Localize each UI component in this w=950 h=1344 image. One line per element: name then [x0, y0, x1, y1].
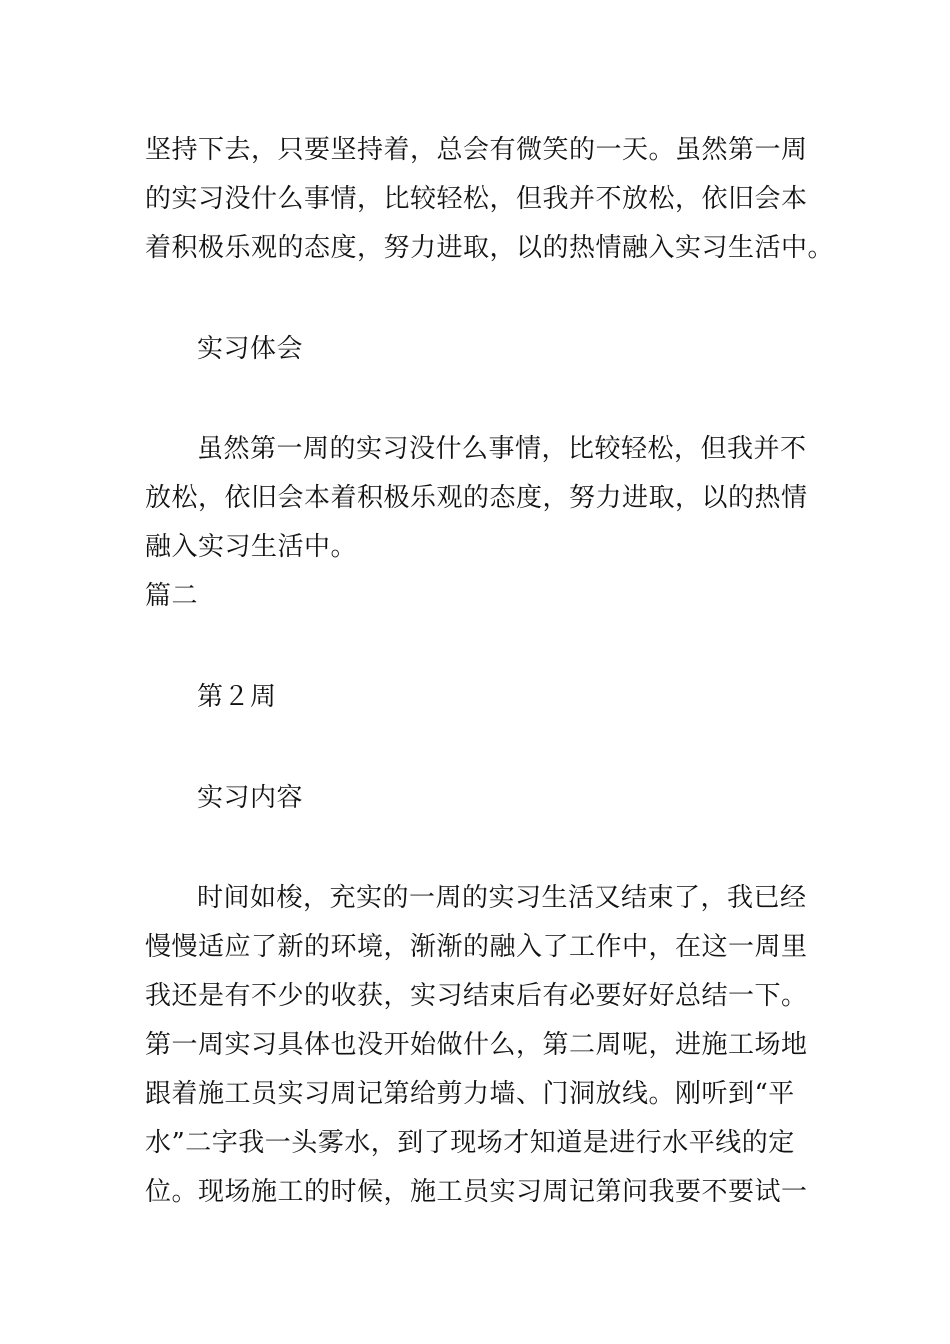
paragraph-line: 着积极乐观的态度，努力进取，以的热情融入实习生活中。 [145, 233, 835, 263]
paragraph-line: 位。现场施工的时候，施工员实习周记第问我要不要试一 [145, 1177, 808, 1207]
paragraph-line: 跟着施工员实习周记第给剪力墙、门洞放线。刚听到“平 [145, 1079, 795, 1109]
paragraph-line: 水”二字我一头雾水，到了现场才知道是进行水平线的定 [145, 1128, 795, 1158]
paragraph-line: 慢慢适应了新的环境，渐渐的融入了工作中，在这一周里 [145, 932, 808, 962]
paragraph-line: 虽然第一周的实习没什么事情，比较轻松，但我并不 [197, 434, 807, 464]
part-heading: 篇二 [145, 581, 199, 611]
week-heading: 第２周 [197, 682, 277, 712]
paragraph-line: 时间如梭，充实的一周的实习生活又结束了，我已经 [197, 883, 807, 913]
paragraph-line: 放松，依旧会本着积极乐观的态度，努力进取，以的热情 [145, 483, 808, 513]
section-heading: 实习内容 [197, 783, 304, 813]
paragraph-line: 的实习没什么事情，比较轻松，但我并不放松，依旧会本 [145, 184, 808, 214]
paragraph-line: 我还是有不少的收获，实习结束后有必要好好总结一下。 [145, 981, 808, 1011]
section-heading: 实习体会 [197, 334, 304, 364]
paragraph-line: 坚持下去，只要坚持着，总会有微笑的一天。虽然第一周 [145, 135, 808, 165]
paragraph-line: 融入实习生活中。 [145, 532, 358, 562]
paragraph-line: 第一周实习具体也没开始做什么，第二周呢，进施工场地 [145, 1030, 808, 1060]
